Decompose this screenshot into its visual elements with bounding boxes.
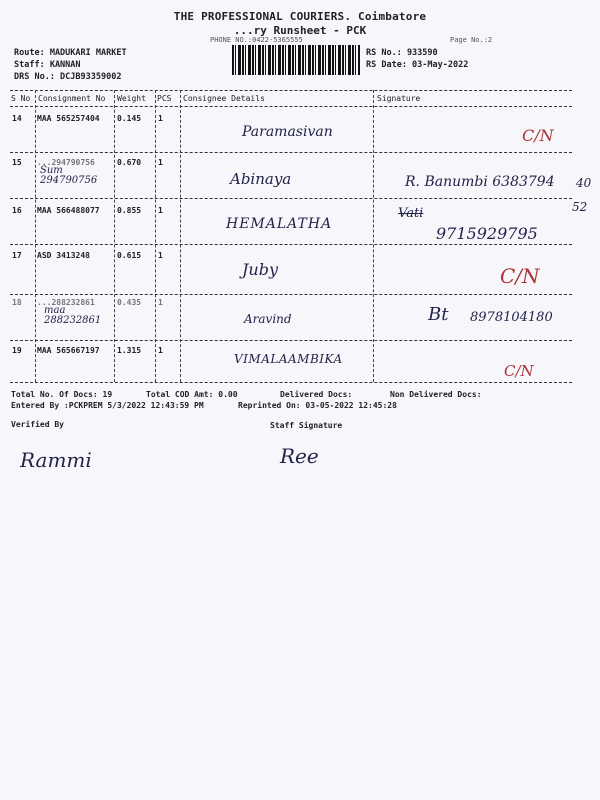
row-signature: R. Banumbi 6383794 [405,174,555,190]
non-delivered-docs: Non Delivered Docs: [390,390,482,399]
route-label: Route: MADUKARI MARKET [14,48,127,58]
entered-by: Entered By :PCKPREM 5/3/2022 12:43:59 PM [11,401,204,410]
column-divider [155,90,156,382]
row-consignee: Paramasivan [242,124,333,140]
row-pcs: 1 [158,251,163,260]
row-separator [10,198,572,199]
row-weight: 0.145 [117,114,142,123]
staff-label: Staff: KANNAN [14,60,81,70]
row-sno: 15 [12,158,22,167]
row-signature: 9715929795 [436,224,538,243]
reprinted-on: Reprinted On: 03-05-2022 12:45:28 [238,401,397,410]
row-sno: 16 [12,206,22,215]
row-consignee: Abinaya [230,170,292,188]
column-divider [373,90,374,382]
page-number: Page No.:2 [450,36,493,44]
crossed-signature: Vati [398,206,424,221]
col-weight: Weight [117,94,146,103]
verified-by-label: Verified By [11,420,64,429]
row-consignment: MAA 566488077 [37,206,100,215]
row-weight: 0.855 [117,206,142,215]
row-weight: 0.615 [117,251,142,260]
col-consignment: Consignment No [38,94,106,103]
total-docs: Total No. Of Docs: 19 [11,390,113,399]
col-pcs: PCS [157,94,172,103]
col-sno: S No [11,94,31,103]
row-sno: 14 [12,114,22,123]
row-sno: 19 [12,346,22,355]
phone-number: PHONE NO.:0422-5365555 [210,36,303,44]
row-consignment: ASD 3413248 [37,251,90,260]
row-consignee: Aravind [244,312,292,326]
row-pcs: 1 [158,114,163,123]
row-consignee: VIMALAAMBIKA [234,352,343,366]
barcode-image [232,45,360,75]
row-weight: 0.435 [117,298,142,307]
company-name: THE PROFESSIONAL COURIERS. Coimbatore [173,10,427,23]
row-note: maa 288232861 [44,305,102,326]
row-signature: 8978104180 [470,310,553,325]
col-signature: Signature [377,94,421,103]
row-signature: C/N [522,126,554,145]
signature-extra: 40 [576,176,592,190]
row-pcs: 1 [158,298,163,307]
signature-extra: 52 [572,200,588,214]
row-pcs: 1 [158,346,163,355]
table-header-rule [10,106,572,107]
total-cod: Total COD Amt: 0.00 [146,390,238,399]
row-signature: C/N [504,362,534,380]
delivered-docs: Delivered Docs: [280,390,353,399]
column-divider [114,90,115,382]
row-weight: 1.315 [117,346,142,355]
column-divider [35,90,36,382]
staff-signature-mark: Ree [280,444,319,468]
row-signature: C/N [500,264,540,288]
row-pcs: 1 [158,158,163,167]
table-top-rule [10,90,572,91]
row-consignment: ...294790756 [37,158,95,167]
row-separator [10,294,572,295]
col-consignee: Consignee Details [183,94,265,103]
column-divider [180,90,181,382]
verified-signature: Rammi [20,448,92,472]
row-sno: 18 [12,298,22,307]
rs-number: RS No.: 933590 [366,48,438,58]
rs-date: RS Date: 03-May-2022 [366,60,469,70]
row-consignee: Juby [242,260,278,279]
drs-number: DRS No.: DCJB93359002 [14,72,122,82]
table-bottom-rule [10,382,572,383]
row-consignment: ...288232861 [37,298,95,307]
row-separator [10,244,572,245]
row-weight: 0.670 [117,158,142,167]
row-pcs: 1 [158,206,163,215]
staff-signature-label: Staff Signature [270,421,343,430]
initials-mark: Bt [428,304,449,325]
row-separator [10,340,572,341]
row-consignee: HEMALATHA [226,216,333,232]
row-note: Sum 294790756 [40,165,98,186]
row-separator [10,152,572,153]
row-consignment: MAA 565667197 [37,346,100,355]
sheet-title: ...ry Runsheet - PCK [233,24,367,37]
row-consignment: MAA 565257404 [37,114,100,123]
row-sno: 17 [12,251,22,260]
